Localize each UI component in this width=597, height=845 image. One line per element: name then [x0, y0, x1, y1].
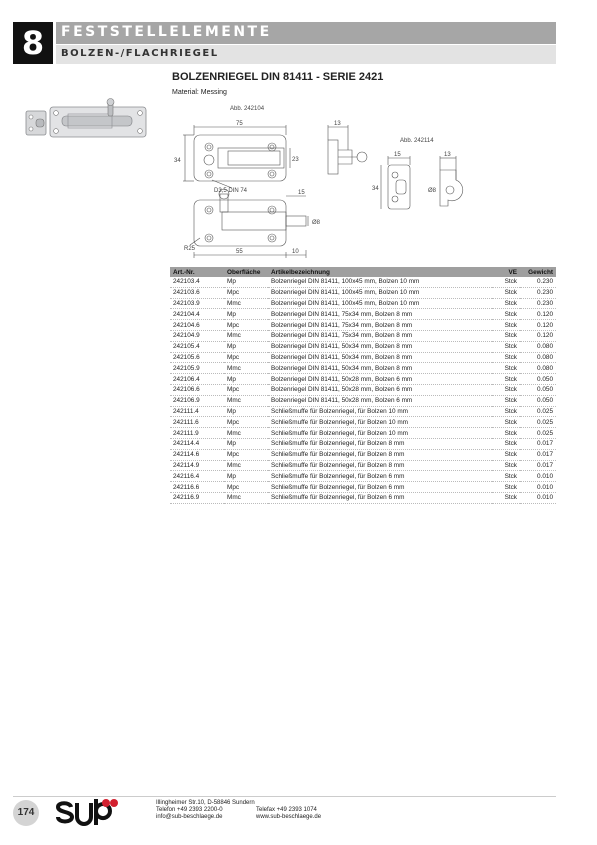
table-row	[170, 320, 556, 331]
table-row	[170, 395, 556, 406]
cell-art-nr: 242105.9	[170, 363, 224, 374]
cell-art-nr: 242114.6	[170, 449, 224, 460]
cell-weight: 0.010	[520, 471, 556, 482]
cell-description: Bolzenriegel DIN 81411, 50x34 mm, Bolzen 8 mm	[268, 363, 492, 374]
strike-plate-image	[26, 111, 46, 135]
cell-description: Bolzenriegel DIN 81411, 75x34 mm, Bolzen 8 mm	[268, 309, 492, 320]
cell-description: Schließmuffe für Bolzenriegel, für Bolzen 8 mm	[268, 438, 492, 449]
col-header-surface: Oberfläche	[224, 267, 268, 277]
bolt-image	[50, 99, 146, 138]
col-header-description: Artikelbezeichnung	[268, 267, 492, 277]
cell-art-nr: 242116.6	[170, 482, 224, 493]
cell-description: Schließmuffe für Bolzenriegel, für Bolzen 10 mm	[268, 417, 492, 428]
cell-surface: Mpc	[224, 287, 268, 298]
cell-surface: Mmc	[224, 298, 268, 309]
cell-surface: Mpc	[224, 320, 268, 331]
cell-ve: Stck	[492, 406, 520, 417]
cell-description: Schließmuffe für Bolzenriegel, für Bolzen 10 mm	[268, 428, 492, 439]
cell-art-nr: 242111.9	[170, 428, 224, 439]
cell-weight: 0.050	[520, 395, 556, 406]
table-row	[170, 492, 556, 503]
parts-table	[170, 267, 556, 504]
dim-34: 34	[174, 158, 181, 164]
cell-weight: 0.010	[520, 492, 556, 503]
cell-weight: 0.017	[520, 460, 556, 471]
cell-ve: Stck	[492, 330, 520, 341]
cell-ve: Stck	[492, 449, 520, 460]
cell-description: Bolzenriegel DIN 81411, 100x45 mm, Bolzen 10 mm	[268, 277, 492, 287]
cell-ve: Stck	[492, 374, 520, 385]
cell-weight: 0.080	[520, 363, 556, 374]
footer-phone: Telefon +49 2393 2200-0	[156, 807, 223, 813]
cell-art-nr: 242116.9	[170, 492, 224, 503]
dim-r25: R25	[184, 246, 196, 252]
cell-surface: Mmc	[224, 492, 268, 503]
cell-description: Bolzenriegel DIN 81411, 100x45 mm, Bolzen 10 mm	[268, 287, 492, 298]
cell-surface: Mpc	[224, 384, 268, 395]
cell-ve: Stck	[492, 341, 520, 352]
cell-surface: Mpc	[224, 417, 268, 428]
cell-description: Schließmuffe für Bolzenriegel, für Bolzen 6 mm	[268, 492, 492, 503]
cell-weight: 0.025	[520, 428, 556, 439]
table-row	[170, 406, 556, 417]
cell-description: Schließmuffe für Bolzenriegel, für Bolzen 10 mm	[268, 406, 492, 417]
cell-weight: 0.050	[520, 374, 556, 385]
cell-art-nr: 242104.9	[170, 330, 224, 341]
cell-surface: Mp	[224, 277, 268, 287]
cell-ve: Stck	[492, 309, 520, 320]
cell-weight: 0.017	[520, 438, 556, 449]
cell-surface: Mp	[224, 341, 268, 352]
cell-art-nr: 242111.4	[170, 406, 224, 417]
cell-ve: Stck	[492, 298, 520, 309]
cell-weight: 0.120	[520, 320, 556, 331]
sub-logo	[56, 797, 118, 827]
col-header-ve: VE	[492, 267, 520, 277]
cell-ve: Stck	[492, 471, 520, 482]
cell-surface: Mpc	[224, 449, 268, 460]
table-row	[170, 352, 556, 363]
table-row	[170, 341, 556, 352]
cell-description: Bolzenriegel DIN 81411, 50x28 mm, Bolzen 6 mm	[268, 395, 492, 406]
cell-description: Bolzenriegel DIN 81411, 75x34 mm, Bolzen 8 mm	[268, 320, 492, 331]
product-title: BOLZENRIEGEL DIN 81411 - SERIE 2421	[172, 71, 384, 83]
cell-description: Schließmuffe für Bolzenriegel, für Bolzen 6 mm	[268, 482, 492, 493]
dim-23: 23	[292, 157, 299, 163]
col-header-weight: Gewicht	[520, 267, 556, 277]
cell-ve: Stck	[492, 384, 520, 395]
dim-15-strike: 15	[394, 152, 401, 158]
cell-description: Schließmuffe für Bolzenriegel, für Bolzen 8 mm	[268, 460, 492, 471]
cell-weight: 0.120	[520, 309, 556, 320]
table-row	[170, 449, 556, 460]
cell-art-nr: 242103.6	[170, 287, 224, 298]
material-note: Material: Messing	[172, 89, 227, 96]
cell-surface: Mpc	[224, 352, 268, 363]
dim-55: 55	[236, 249, 243, 255]
table-row	[170, 482, 556, 493]
cell-art-nr: 242114.9	[170, 460, 224, 471]
cell-weight: 0.230	[520, 298, 556, 309]
cell-ve: Stck	[492, 417, 520, 428]
cell-surface: Mmc	[224, 330, 268, 341]
table-row	[170, 363, 556, 374]
cell-art-nr: 242111.6	[170, 417, 224, 428]
cell-art-nr: 242114.4	[170, 438, 224, 449]
col-header-art-nr: Art.-Nr.	[170, 267, 224, 277]
cell-art-nr: 242103.9	[170, 298, 224, 309]
cell-art-nr: 242106.4	[170, 374, 224, 385]
parts-table-body	[170, 277, 556, 503]
dim-10: 10	[292, 249, 299, 255]
figure-label-242114: Abb. 242114	[400, 138, 434, 144]
dim-75: 75	[236, 121, 243, 127]
cell-weight: 0.025	[520, 406, 556, 417]
table-row	[170, 438, 556, 449]
technical-drawing	[172, 100, 492, 262]
dim-o8-strike: Ø8	[428, 188, 437, 194]
dim-15-bottom: 15	[298, 190, 305, 196]
dim-13-top: 13	[334, 121, 341, 127]
cell-surface: Mpc	[224, 482, 268, 493]
cell-art-nr: 242103.4	[170, 277, 224, 287]
cell-ve: Stck	[492, 363, 520, 374]
dim-o8-bolt: Ø8	[312, 220, 321, 226]
cell-surface: Mmc	[224, 395, 268, 406]
dim-13-strike: 13	[444, 152, 451, 158]
cell-weight: 0.050	[520, 384, 556, 395]
figure-label-242104: Abb. 242104	[230, 106, 265, 112]
cell-description: Bolzenriegel DIN 81411, 75x34 mm, Bolzen 8 mm	[268, 330, 492, 341]
cell-weight: 0.230	[520, 287, 556, 298]
cell-art-nr: 242104.6	[170, 320, 224, 331]
cell-weight: 0.230	[520, 277, 556, 287]
dim-34-strike: 34	[372, 186, 379, 192]
chapter-subtitle: BOLZEN-/FLACHRIEGEL	[61, 48, 219, 59]
cell-ve: Stck	[492, 492, 520, 503]
cell-description: Schließmuffe für Bolzenriegel, für Bolzen 8 mm	[268, 449, 492, 460]
cell-ve: Stck	[492, 482, 520, 493]
cell-description: Schließmuffe für Bolzenriegel, für Bolzen 6 mm	[268, 471, 492, 482]
cell-surface: Mmc	[224, 460, 268, 471]
cell-description: Bolzenriegel DIN 81411, 100x45 mm, Bolzen 10 mm	[268, 298, 492, 309]
page-number: 174	[13, 800, 39, 826]
cell-weight: 0.120	[520, 330, 556, 341]
cell-description: Bolzenriegel DIN 81411, 50x28 mm, Bolzen 6 mm	[268, 384, 492, 395]
table-row	[170, 428, 556, 439]
cell-weight: 0.025	[520, 417, 556, 428]
table-row	[170, 374, 556, 385]
footer-website[interactable]: www.sub-beschlaege.de	[256, 814, 322, 820]
cell-description: Bolzenriegel DIN 81411, 50x28 mm, Bolzen 6 mm	[268, 374, 492, 385]
table-row	[170, 298, 556, 309]
cell-ve: Stck	[492, 438, 520, 449]
cell-description: Bolzenriegel DIN 81411, 50x34 mm, Bolzen 8 mm	[268, 341, 492, 352]
footer-address: Illingheimer Str.10, D-58846 Sundern	[156, 800, 255, 806]
cell-art-nr: 242104.4	[170, 309, 224, 320]
footer-email[interactable]: info@sub-beschlaege.de	[156, 814, 223, 820]
table-row	[170, 330, 556, 341]
cell-description: Bolzenriegel DIN 81411, 50x34 mm, Bolzen 8 mm	[268, 352, 492, 363]
table-row	[170, 309, 556, 320]
cell-ve: Stck	[492, 395, 520, 406]
cell-surface: Mp	[224, 374, 268, 385]
cell-art-nr: 242116.4	[170, 471, 224, 482]
cell-art-nr: 242105.6	[170, 352, 224, 363]
chapter-number: 8	[13, 22, 53, 64]
table-header-row	[170, 267, 556, 277]
cell-ve: Stck	[492, 428, 520, 439]
cell-ve: Stck	[492, 320, 520, 331]
footer-fax: Telefax +49 2393 1074	[256, 807, 317, 813]
cell-weight: 0.010	[520, 482, 556, 493]
table-row	[170, 460, 556, 471]
cell-surface: Mp	[224, 471, 268, 482]
cell-ve: Stck	[492, 287, 520, 298]
table-row	[170, 277, 556, 287]
cell-surface: Mmc	[224, 363, 268, 374]
table-row	[170, 417, 556, 428]
cell-ve: Stck	[492, 460, 520, 471]
table-row	[170, 471, 556, 482]
cell-surface: Mmc	[224, 428, 268, 439]
chapter-title: FESTSTELLELEMENTE	[61, 24, 272, 40]
cell-art-nr: 242106.6	[170, 384, 224, 395]
cell-art-nr: 242105.4	[170, 341, 224, 352]
cell-weight: 0.017	[520, 449, 556, 460]
table-row	[170, 384, 556, 395]
dim-d35: D3,5 DIN 74	[214, 188, 248, 194]
cell-surface: Mp	[224, 438, 268, 449]
cell-weight: 0.080	[520, 341, 556, 352]
table-row	[170, 287, 556, 298]
cell-ve: Stck	[492, 352, 520, 363]
cell-ve: Stck	[492, 277, 520, 287]
cell-surface: Mp	[224, 406, 268, 417]
cell-weight: 0.080	[520, 352, 556, 363]
product-photo	[22, 97, 152, 145]
cell-art-nr: 242106.9	[170, 395, 224, 406]
cell-surface: Mp	[224, 309, 268, 320]
